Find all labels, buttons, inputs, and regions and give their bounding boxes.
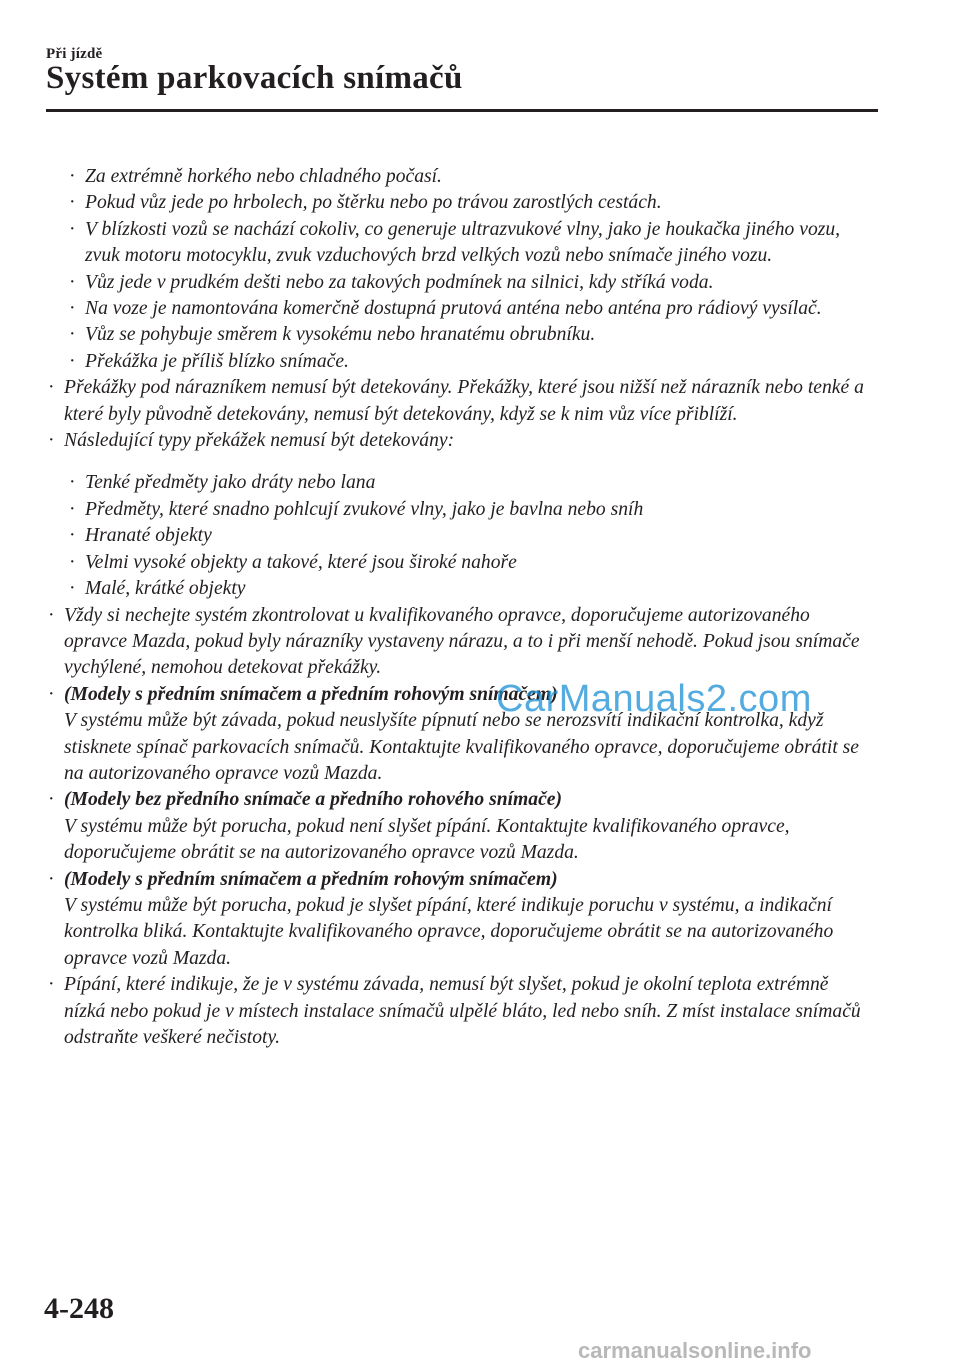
bullet-dot-icon: · bbox=[69, 166, 76, 187]
item-text: Vůz jede v prudkém dešti nebo za takových podmínek na silnici, kdy stříká voda. bbox=[85, 271, 714, 293]
bullet-dot-icon: · bbox=[69, 472, 76, 494]
item-text: Malé, krátké objekty bbox=[85, 578, 246, 600]
item-text: V systému může být porucha, pokud je slyšet pípání, které indikuje poruchu v systému, a indikační kontrolka bliká. Kontaktujte kvalifikovaného opravce, doporučujeme obrátit se na autorizovaného opravce vozů Mazda. bbox=[64, 894, 834, 969]
list-item bbox=[46, 470, 866, 496]
item-text: V systému může být závada, pokud neuslyšíte pípnutí nebo se nerozsvítí indikační kontrolka, když stisknete spínač parkovacích snímačů. Kontaktujte kvalifikovaného opravce, doporučujeme obrátit se na autorizovaného opravce vozů Mazda. bbox=[64, 710, 859, 784]
bullet-dot-icon: · bbox=[48, 789, 55, 811]
item-heading: (Modely s předním snímačem a předním rohovým snímačem) bbox=[64, 683, 558, 705]
title-rule bbox=[46, 109, 878, 112]
item-heading: (Modely bez předního snímače a předního rohového snímače) bbox=[64, 789, 563, 811]
list-item bbox=[46, 217, 866, 270]
list-item bbox=[46, 190, 866, 216]
item-text: Následující typy překážek nemusí být detekovány: bbox=[64, 430, 455, 452]
list-item bbox=[46, 270, 866, 296]
bullet-dot-icon: · bbox=[48, 430, 55, 452]
list-item bbox=[46, 576, 866, 602]
item-text: Vůz se pohybuje směrem k vysokému nebo hranatému obrubníku. bbox=[85, 324, 596, 346]
list-item bbox=[46, 550, 866, 576]
bullet-dot-icon: · bbox=[69, 324, 76, 346]
bullet-dot-icon: · bbox=[69, 218, 76, 240]
bullet-dot-icon: · bbox=[69, 498, 76, 520]
section-label: Při jízdě bbox=[46, 46, 103, 62]
list-item bbox=[46, 523, 866, 549]
bullet-dot-icon: · bbox=[69, 350, 76, 372]
watermark-carmanuals2: CarManuals2.com bbox=[496, 678, 812, 720]
item-text: Velmi vysoké objekty a takové, které jsou široké nahoře bbox=[85, 551, 517, 573]
item-text: Překážka je příliš blízko snímače. bbox=[85, 350, 349, 372]
page-number: 4-248 bbox=[44, 1292, 114, 1325]
list-item bbox=[46, 322, 866, 348]
bullet-dot-icon: · bbox=[69, 525, 76, 547]
item-text: Za extrémně horkého nebo chladného počasí. bbox=[85, 166, 442, 187]
page-title: Systém parkovacích snímačů bbox=[46, 60, 463, 96]
bullet-dot-icon: · bbox=[48, 377, 55, 399]
item-text: Tenké předměty jako dráty nebo lana bbox=[85, 472, 376, 494]
list-item bbox=[46, 603, 866, 682]
list-item bbox=[46, 296, 866, 322]
bullet-dot-icon: · bbox=[48, 683, 55, 705]
bullet-dot-icon: · bbox=[48, 974, 55, 996]
list-item bbox=[46, 867, 866, 973]
watermark-carmanualsonline: carmanualsonline.info bbox=[578, 1338, 812, 1363]
list-item bbox=[46, 787, 866, 866]
item-text: V systému může být porucha, pokud není slyšet pípání. Kontaktujte kvalifikovaného opravce, doporučujeme obrátit se na autorizovaného opravce vozů Mazda. bbox=[64, 815, 790, 864]
item-text: Hranaté objekty bbox=[85, 525, 212, 547]
list-item bbox=[46, 497, 866, 523]
list-item bbox=[46, 164, 866, 190]
list-item bbox=[46, 375, 866, 428]
item-text: Na voze je namontována komerčně dostupná prutová anténa nebo anténa pro rádiový vysílač. bbox=[85, 298, 822, 320]
item-text: V blízkosti vozů se nachází cokoliv, co generuje ultrazvukové vlny, jako je houkačka jiného vozu, zvuk motoru motocyklu, zvuk vzduchových brzd velkých vozů nebo snímače jiného vozu. bbox=[85, 218, 841, 267]
bullet-dot-icon: · bbox=[48, 604, 55, 626]
list-item bbox=[46, 349, 866, 375]
item-text: Vždy si nechejte systém zkontrolovat u kvalifikovaného opravce, doporučujeme autorizovaného opravce Mazda, pokud byly nárazníky vystaveny nárazu, a to i při menší nehodě. Pokud jsou snímače vychýlené, nemohou detekovat překážky. bbox=[64, 604, 860, 679]
bullet-dot-icon: · bbox=[69, 192, 76, 214]
item-text: Překážky pod nárazníkem nemusí být detekovány. Překážky, které jsou nižší než nárazník nebo tenké a které byly původně detekovány, nemusí být detekovány, když se k nim vůz více přiblíží. bbox=[64, 377, 864, 425]
bullet-dot-icon: · bbox=[48, 868, 55, 890]
item-text: Pípání, které indikuje, že je v systému závada, nemusí být slyšet, pokud je okolní teplota extrémně nízká nebo pokud je v místech instalace snímačů ulpělé bláto, led nebo sníh. Z míst instalace snímačů odstraňte veškeré nečistoty. bbox=[64, 974, 861, 1048]
content-list bbox=[46, 164, 866, 1051]
list-item bbox=[46, 972, 866, 1051]
list-item bbox=[46, 428, 866, 454]
item-heading: (Modely s předním snímačem a předním rohovým snímačem) bbox=[64, 868, 558, 890]
item-text: Pokud vůz jede po hrbolech, po štěrku nebo po trávou zarostlých cestách. bbox=[85, 192, 662, 214]
item-text: Předměty, které snadno pohlcují zvukové vlny, jako je bavlna nebo sníh bbox=[85, 498, 644, 520]
bullet-dot-icon: · bbox=[69, 551, 76, 573]
bullet-dot-icon: · bbox=[69, 271, 76, 293]
bullet-dot-icon: · bbox=[69, 298, 76, 320]
bullet-dot-icon: · bbox=[69, 578, 76, 600]
